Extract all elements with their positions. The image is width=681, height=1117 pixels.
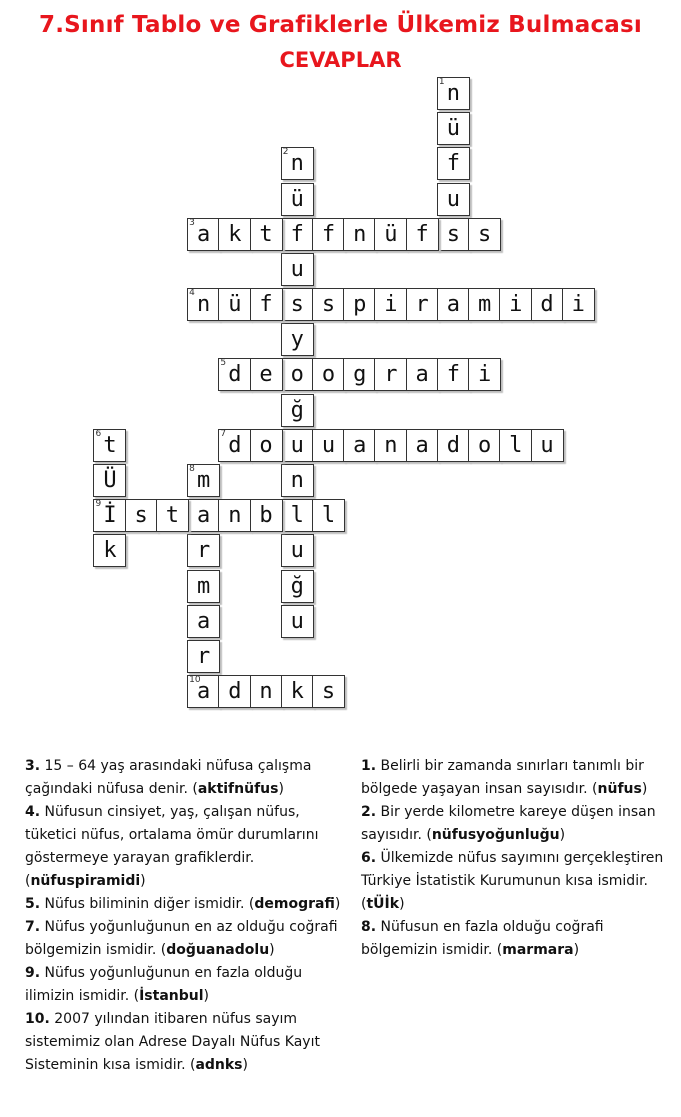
grid-cell bbox=[187, 534, 220, 567]
clue-item bbox=[25, 916, 341, 962]
cell-letter: Ü bbox=[103, 467, 117, 493]
clue-close: ) bbox=[559, 827, 566, 843]
cell-letter: f bbox=[446, 362, 460, 388]
cell-letter: s bbox=[290, 292, 304, 318]
clue-answer: demografi bbox=[254, 896, 335, 912]
grid-cell bbox=[250, 358, 283, 391]
grid-cell bbox=[343, 218, 376, 251]
clue-number: 1 bbox=[438, 77, 445, 87]
clue-answer: nüfus bbox=[597, 781, 642, 797]
clue-close: ) bbox=[334, 896, 341, 912]
clues-right-column bbox=[361, 755, 671, 962]
grid-cell bbox=[437, 183, 470, 216]
cell-letter: y bbox=[290, 327, 304, 353]
cell-letter: u bbox=[290, 432, 304, 458]
cell-letter: İ bbox=[103, 503, 117, 529]
grid-cell bbox=[281, 429, 314, 462]
clue-answer: aktifnüfus bbox=[197, 781, 279, 797]
grid-cell bbox=[468, 429, 501, 462]
cell-letter: m bbox=[196, 573, 211, 599]
cell-letter: g bbox=[353, 362, 367, 388]
clue-text: Nüfus yoğunluğunun en fazla olduğu ilimizin ismidir. ( bbox=[25, 965, 303, 1004]
grid-cell bbox=[531, 429, 564, 462]
clue-close: ) bbox=[242, 1057, 248, 1073]
grid-cell bbox=[187, 605, 220, 638]
grid-cell bbox=[437, 218, 470, 251]
clue-text: Nüfus yoğunluğunun en az olduğu coğrafi bölgemizin ismidir. ( bbox=[25, 919, 338, 958]
grid-cell bbox=[125, 499, 158, 532]
grid-cell bbox=[250, 429, 283, 462]
grid-cell bbox=[437, 147, 470, 180]
grid-cell bbox=[406, 358, 439, 391]
cell-letter: i bbox=[509, 292, 523, 318]
clue-number: 4 bbox=[189, 288, 195, 299]
grid-cell bbox=[374, 358, 407, 391]
clue-number: 10. bbox=[25, 1011, 50, 1027]
grid-cell bbox=[250, 675, 283, 708]
cell-letter: t bbox=[259, 221, 273, 247]
grid-cell bbox=[499, 429, 532, 462]
grid-cell bbox=[218, 288, 251, 321]
clue-number: 2 bbox=[282, 147, 289, 158]
cell-letter: s bbox=[321, 292, 336, 318]
grid-cell bbox=[499, 288, 532, 321]
cell-letter: n bbox=[259, 679, 273, 705]
cell-letter: s bbox=[134, 503, 148, 529]
cell-letter: u bbox=[446, 186, 460, 212]
grid-cell bbox=[93, 499, 126, 532]
cell-letter: a bbox=[446, 292, 460, 318]
grid-cell bbox=[281, 675, 314, 708]
grid-cell bbox=[281, 464, 314, 497]
clue-number: 7 bbox=[220, 428, 227, 439]
grid-cell bbox=[468, 288, 501, 321]
clue-text: Bir yerde kilometre kareye düşen insan sayısıdır. ( bbox=[361, 804, 656, 843]
cell-letter: l bbox=[290, 503, 304, 529]
cell-letter: m bbox=[196, 467, 211, 493]
clue-number: 2. bbox=[361, 804, 377, 820]
cell-letter: n bbox=[353, 221, 367, 247]
cell-letter: a bbox=[196, 608, 211, 634]
cell-letter: n bbox=[290, 151, 304, 177]
grid-cell bbox=[468, 358, 501, 391]
grid-cell bbox=[312, 429, 345, 462]
grid-cell bbox=[281, 183, 314, 216]
cell-letter: f bbox=[446, 151, 460, 177]
cell-letter: a bbox=[415, 362, 429, 388]
grid-cell bbox=[218, 675, 251, 708]
clue-answer: tÜİk bbox=[366, 896, 400, 912]
clue-number: 6. bbox=[361, 850, 377, 866]
clue-number: 9 bbox=[95, 499, 102, 510]
grid-cell bbox=[374, 218, 407, 251]
cell-letter: n bbox=[384, 432, 398, 458]
cell-letter: u bbox=[290, 256, 304, 282]
cell-letter: f bbox=[259, 292, 273, 318]
grid-cell bbox=[437, 429, 470, 462]
clue-text: Nüfus biliminin diğer ismidir. ( bbox=[44, 896, 255, 912]
cell-letter: k bbox=[228, 221, 242, 247]
cell-letter: ü bbox=[384, 221, 398, 247]
clue-number: 10 bbox=[189, 675, 201, 686]
grid-cell bbox=[281, 218, 314, 251]
cell-letter: a bbox=[196, 221, 211, 247]
cell-letter: ğ bbox=[290, 397, 304, 423]
grid-cell bbox=[374, 429, 407, 462]
grid-cell bbox=[187, 464, 220, 497]
grid-cell bbox=[187, 499, 220, 532]
grid-cell bbox=[437, 288, 470, 321]
cell-letter: b bbox=[259, 503, 273, 529]
clue-item bbox=[361, 755, 671, 801]
grid-cell bbox=[406, 218, 439, 251]
cell-letter: m bbox=[477, 292, 492, 318]
cell-letter: n bbox=[446, 81, 460, 106]
clue-answer: nüfusyoğunluğu bbox=[431, 827, 560, 843]
cell-letter: o bbox=[477, 432, 492, 458]
clue-text: Belirli bir zamanda sınırları tanımlı bir bölgede yaşayan insan sayısıdır. ( bbox=[361, 758, 644, 797]
cell-letter: u bbox=[321, 432, 336, 458]
cell-letter: p bbox=[353, 292, 367, 318]
cell-letter: k bbox=[290, 679, 304, 705]
grid-cell bbox=[93, 534, 126, 567]
cell-letter: t bbox=[165, 503, 179, 529]
clue-number: 7. bbox=[25, 919, 41, 935]
clue-answer: adnks bbox=[195, 1057, 243, 1073]
cell-letter: e bbox=[259, 362, 273, 388]
cell-letter: ğ bbox=[290, 573, 304, 599]
grid-cell bbox=[156, 499, 189, 532]
clue-number: 6 bbox=[95, 428, 102, 439]
grid-cell bbox=[281, 605, 314, 638]
cell-letter: u bbox=[290, 608, 304, 634]
clue-text: Nüfusun cinsiyet, yaş, çalışan nüfus, tüketici nüfus, ortalama ömür durumlarını göstermeye yarayan grafiklerdir. ( bbox=[25, 804, 319, 889]
clue-number: 3. bbox=[25, 758, 41, 774]
clue-item bbox=[25, 755, 341, 801]
cell-letter: d bbox=[228, 432, 242, 458]
grid-cell bbox=[187, 640, 220, 673]
grid-cell bbox=[281, 288, 314, 321]
grid-cell bbox=[437, 112, 470, 145]
cell-letter: d bbox=[540, 292, 554, 318]
clue-close: ) bbox=[278, 781, 284, 797]
grid-cell bbox=[218, 218, 251, 251]
clue-number: 8 bbox=[189, 463, 195, 474]
clue-answer: İstanbul bbox=[139, 988, 204, 1004]
cell-letter: i bbox=[571, 292, 585, 318]
clue-number: 4. bbox=[25, 804, 41, 820]
grid-cell bbox=[281, 534, 314, 567]
cell-letter: r bbox=[415, 292, 429, 318]
grid-cell bbox=[437, 358, 470, 391]
grid-cell bbox=[281, 358, 314, 391]
cell-letter: s bbox=[477, 221, 492, 247]
grid-cell bbox=[312, 288, 345, 321]
clue-item bbox=[361, 847, 671, 916]
cell-letter: r bbox=[196, 538, 211, 564]
page-title: 7.Sınıf Tablo ve Grafiklerle Ülkemiz Bulmacası bbox=[39, 12, 642, 38]
cell-letter: f bbox=[415, 221, 429, 247]
grid-cell bbox=[468, 218, 501, 251]
cell-letter: r bbox=[196, 643, 211, 669]
clue-item bbox=[361, 916, 671, 962]
clue-number: 5. bbox=[25, 896, 41, 912]
cell-letter: ü bbox=[290, 186, 304, 212]
clue-number: 8. bbox=[361, 919, 377, 935]
grid-cell bbox=[218, 499, 251, 532]
clue-item bbox=[25, 1008, 341, 1077]
clue-answer: doğuanadolu bbox=[166, 942, 270, 958]
cell-letter: i bbox=[384, 292, 398, 318]
grid-cell bbox=[281, 253, 314, 286]
grid-cell bbox=[312, 499, 345, 532]
grid-cell bbox=[187, 675, 220, 708]
clue-text: 2007 yılından itibaren nüfus sayım sistemimiz olan Adrese Dayalı Nüfus Kayıt Sisteminin kısa ismidir. ( bbox=[25, 1011, 320, 1073]
clue-item bbox=[25, 801, 341, 893]
cell-letter: n bbox=[228, 503, 242, 529]
clue-text: Ülkemizde nüfus sayımını gerçekleştiren Türkiye İstatistik Kurumunun kısa ismidir. ( bbox=[361, 850, 664, 912]
cell-letter: d bbox=[228, 679, 242, 705]
clue-text: 15 – 64 yaş arasındaki nüfusa çalışma çağındaki nüfusa denir. ( bbox=[25, 758, 312, 797]
clue-number: 5 bbox=[220, 358, 227, 369]
clue-close: ) bbox=[140, 873, 146, 889]
cell-letter: o bbox=[259, 432, 273, 458]
cell-letter: i bbox=[477, 362, 492, 388]
grid-cell bbox=[312, 358, 345, 391]
grid-cell bbox=[531, 288, 564, 321]
cell-letter: a bbox=[415, 432, 429, 458]
clue-answer: nüfuspiramidi bbox=[30, 873, 141, 889]
cell-letter: f bbox=[321, 221, 336, 247]
grid-cell bbox=[218, 358, 251, 391]
clue-close: ) bbox=[203, 988, 209, 1004]
cell-letter: k bbox=[103, 538, 117, 564]
cell-letter: ü bbox=[446, 116, 460, 142]
clue-number: 9. bbox=[25, 965, 41, 981]
grid-cell bbox=[406, 288, 439, 321]
cell-letter: n bbox=[196, 292, 211, 318]
grid-cell bbox=[250, 288, 283, 321]
cell-letter: r bbox=[384, 362, 398, 388]
clue-close: ) bbox=[269, 942, 275, 958]
clue-item bbox=[361, 801, 671, 847]
grid-cell bbox=[281, 147, 314, 180]
grid-cell bbox=[187, 288, 220, 321]
grid-cell bbox=[281, 394, 314, 427]
clues-left-column bbox=[25, 755, 341, 1077]
cell-letter: d bbox=[446, 432, 460, 458]
grid-cell bbox=[281, 499, 314, 532]
grid-cell bbox=[250, 218, 283, 251]
grid-cell bbox=[406, 429, 439, 462]
page-subtitle: CEVAPLAR bbox=[279, 48, 402, 72]
cell-letter: n bbox=[290, 467, 304, 493]
cell-letter: a bbox=[196, 679, 211, 705]
grid-cell bbox=[374, 288, 407, 321]
cell-letter: l bbox=[321, 503, 336, 529]
grid-cell bbox=[343, 288, 376, 321]
grid-cell bbox=[312, 675, 345, 708]
clue-number: 1. bbox=[361, 758, 377, 774]
grid-cell bbox=[93, 464, 126, 497]
cell-letter: a bbox=[353, 432, 367, 458]
grid-cell bbox=[281, 570, 314, 603]
clue-number: 3 bbox=[189, 217, 195, 228]
cell-letter: ü bbox=[228, 292, 242, 318]
grid-cell bbox=[562, 288, 595, 321]
cell-letter: s bbox=[446, 221, 460, 247]
grid-cell bbox=[187, 570, 220, 603]
grid-cell bbox=[281, 323, 314, 356]
grid-cell bbox=[250, 499, 283, 532]
clue-item bbox=[25, 962, 341, 1008]
grid-cell bbox=[343, 358, 376, 391]
cell-letter: u bbox=[290, 538, 304, 564]
cell-letter: f bbox=[290, 221, 304, 247]
clue-close: ) bbox=[573, 942, 580, 958]
clue-close: ) bbox=[399, 896, 405, 912]
cell-letter: l bbox=[509, 432, 523, 458]
cell-letter: o bbox=[321, 362, 336, 388]
grid-cell bbox=[343, 429, 376, 462]
clue-close: ) bbox=[641, 781, 648, 797]
clue-item bbox=[25, 893, 341, 916]
clue-answer: marmara bbox=[502, 942, 574, 958]
cell-letter: o bbox=[290, 362, 304, 388]
grid-cell bbox=[218, 429, 251, 462]
cell-letter: a bbox=[196, 503, 211, 529]
grid-cell bbox=[312, 218, 345, 251]
clue-text: Nüfusun en fazla olduğu coğrafi bölgemizin ismidir. ( bbox=[361, 919, 604, 958]
cell-letter: d bbox=[228, 362, 242, 388]
cell-letter: s bbox=[321, 679, 336, 705]
grid-cell bbox=[437, 77, 470, 110]
grid-cell bbox=[93, 429, 126, 462]
cell-letter: u bbox=[540, 432, 554, 458]
grid-cell bbox=[187, 218, 220, 251]
cell-letter: t bbox=[103, 432, 117, 458]
